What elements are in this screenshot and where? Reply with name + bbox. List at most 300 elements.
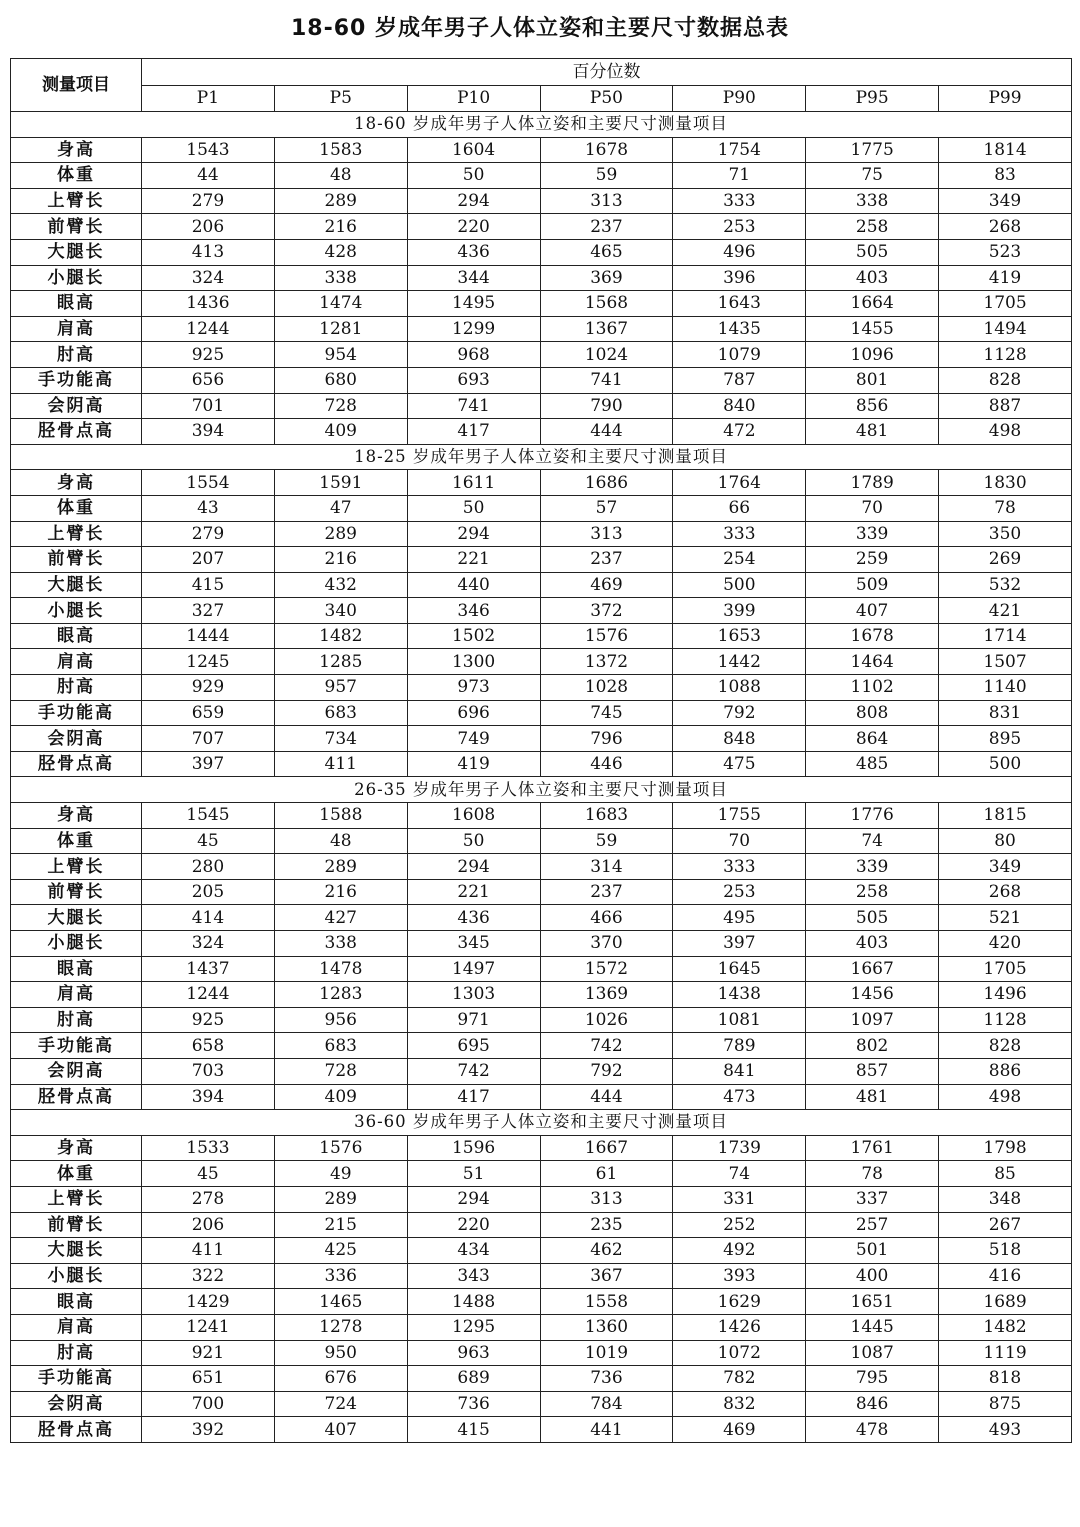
table-row	[11, 1212, 1072, 1238]
table-row	[11, 828, 1072, 854]
value-cell: 50	[407, 828, 540, 854]
value-cell: 1645	[673, 956, 806, 982]
value-cell: 45	[142, 828, 275, 854]
value-cell: 1474	[274, 291, 407, 317]
value-cell: 414	[142, 905, 275, 931]
value-cell: 403	[806, 931, 939, 957]
value-cell: 333	[673, 854, 806, 880]
value-cell: 66	[673, 495, 806, 521]
value-cell: 841	[673, 1058, 806, 1084]
value-cell: 220	[407, 1212, 540, 1238]
table-row	[11, 1033, 1072, 1059]
value-cell: 370	[540, 931, 673, 957]
value-cell: 1088	[673, 675, 806, 701]
value-cell: 498	[939, 419, 1072, 445]
row-label: 眼高	[11, 1289, 142, 1315]
value-cell: 683	[274, 1033, 407, 1059]
value-cell: 269	[939, 547, 1072, 573]
value-cell: 848	[673, 726, 806, 752]
value-cell: 70	[673, 828, 806, 854]
value-cell: 1611	[407, 470, 540, 496]
value-cell: 1245	[142, 649, 275, 675]
table-row	[11, 188, 1072, 214]
value-cell: 413	[142, 239, 275, 265]
row-label: 肩高	[11, 316, 142, 342]
value-cell: 1478	[274, 956, 407, 982]
value-cell: 1456	[806, 982, 939, 1008]
value-cell: 1442	[673, 649, 806, 675]
value-cell: 280	[142, 854, 275, 880]
percentile-header-p50: P50	[540, 85, 673, 112]
value-cell: 532	[939, 572, 1072, 598]
value-cell: 925	[142, 342, 275, 368]
value-cell: 425	[274, 1238, 407, 1264]
value-cell: 339	[806, 854, 939, 880]
value-cell: 1019	[540, 1340, 673, 1366]
row-label: 手功能高	[11, 367, 142, 393]
value-cell: 57	[540, 495, 673, 521]
value-cell: 294	[407, 188, 540, 214]
table-row	[11, 623, 1072, 649]
row-label: 上臂长	[11, 1186, 142, 1212]
value-cell: 421	[939, 598, 1072, 624]
value-cell: 1445	[806, 1314, 939, 1340]
value-cell: 336	[274, 1263, 407, 1289]
value-cell: 45	[142, 1161, 275, 1187]
percentile-header-p5: P5	[274, 85, 407, 112]
value-cell: 432	[274, 572, 407, 598]
row-label: 大腿长	[11, 572, 142, 598]
value-cell: 521	[939, 905, 1072, 931]
value-cell: 279	[142, 188, 275, 214]
value-cell: 1775	[806, 137, 939, 163]
value-cell: 1283	[274, 982, 407, 1008]
value-cell: 348	[939, 1186, 1072, 1212]
value-cell: 44	[142, 163, 275, 189]
row-label: 体重	[11, 1161, 142, 1187]
table-row	[11, 495, 1072, 521]
section-header-row	[11, 112, 1072, 138]
value-cell: 921	[142, 1340, 275, 1366]
table-row	[11, 239, 1072, 265]
value-cell: 1426	[673, 1314, 806, 1340]
table-row	[11, 854, 1072, 880]
value-cell: 1436	[142, 291, 275, 317]
value-cell: 206	[142, 1212, 275, 1238]
value-cell: 693	[407, 367, 540, 393]
value-cell: 895	[939, 726, 1072, 752]
value-cell: 444	[540, 1084, 673, 1110]
value-cell: 1576	[540, 623, 673, 649]
table-row	[11, 419, 1072, 445]
table-row	[11, 1417, 1072, 1443]
row-label: 肩高	[11, 649, 142, 675]
value-cell: 80	[939, 828, 1072, 854]
value-cell: 47	[274, 495, 407, 521]
value-cell: 523	[939, 239, 1072, 265]
row-label: 上臂长	[11, 188, 142, 214]
value-cell: 1295	[407, 1314, 540, 1340]
value-cell: 741	[407, 393, 540, 419]
percentile-header-p90: P90	[673, 85, 806, 112]
row-label: 前臂长	[11, 879, 142, 905]
table-row	[11, 700, 1072, 726]
value-cell: 221	[407, 547, 540, 573]
value-cell: 1568	[540, 291, 673, 317]
table-body	[11, 112, 1072, 1443]
value-cell: 71	[673, 163, 806, 189]
value-cell: 1764	[673, 470, 806, 496]
value-cell: 1689	[939, 1289, 1072, 1315]
value-cell: 216	[274, 879, 407, 905]
value-cell: 1678	[806, 623, 939, 649]
value-cell: 473	[673, 1084, 806, 1110]
value-cell: 1244	[142, 982, 275, 1008]
value-cell: 206	[142, 214, 275, 240]
table-row	[11, 163, 1072, 189]
value-cell: 1714	[939, 623, 1072, 649]
value-cell: 968	[407, 342, 540, 368]
table-row	[11, 367, 1072, 393]
value-cell: 1482	[939, 1314, 1072, 1340]
value-cell: 1096	[806, 342, 939, 368]
value-cell: 254	[673, 547, 806, 573]
value-cell: 1437	[142, 956, 275, 982]
value-cell: 1572	[540, 956, 673, 982]
table-row	[11, 1007, 1072, 1033]
value-cell: 728	[274, 1058, 407, 1084]
value-cell: 59	[540, 163, 673, 189]
table-row	[11, 1314, 1072, 1340]
value-cell: 1278	[274, 1314, 407, 1340]
header-row-group	[11, 59, 1072, 86]
value-cell: 703	[142, 1058, 275, 1084]
value-cell: 415	[142, 572, 275, 598]
value-cell: 1596	[407, 1135, 540, 1161]
percentile-group-header: 百分位数	[142, 59, 1072, 86]
value-cell: 1367	[540, 316, 673, 342]
value-cell: 1299	[407, 316, 540, 342]
value-cell: 393	[673, 1263, 806, 1289]
value-cell: 258	[806, 214, 939, 240]
value-cell: 83	[939, 163, 1072, 189]
value-cell: 446	[540, 751, 673, 777]
value-cell: 1776	[806, 803, 939, 829]
value-cell: 1814	[939, 137, 1072, 163]
value-cell: 1604	[407, 137, 540, 163]
value-cell: 784	[540, 1391, 673, 1417]
header-row-percentiles	[11, 85, 1072, 112]
percentile-header-p1: P1	[142, 85, 275, 112]
table-row	[11, 547, 1072, 573]
value-cell: 338	[274, 265, 407, 291]
value-cell: 48	[274, 163, 407, 189]
value-cell: 796	[540, 726, 673, 752]
table-row	[11, 598, 1072, 624]
value-cell: 367	[540, 1263, 673, 1289]
value-cell: 78	[806, 1161, 939, 1187]
row-label: 肘高	[11, 675, 142, 701]
value-cell: 1024	[540, 342, 673, 368]
value-cell: 840	[673, 393, 806, 419]
value-cell: 749	[407, 726, 540, 752]
table-row	[11, 572, 1072, 598]
value-cell: 1360	[540, 1314, 673, 1340]
row-label: 身高	[11, 803, 142, 829]
value-cell: 724	[274, 1391, 407, 1417]
value-cell: 289	[274, 188, 407, 214]
value-cell: 1026	[540, 1007, 673, 1033]
value-cell: 411	[274, 751, 407, 777]
value-cell: 48	[274, 828, 407, 854]
value-cell: 1558	[540, 1289, 673, 1315]
value-cell: 267	[939, 1212, 1072, 1238]
value-cell: 313	[540, 521, 673, 547]
value-cell: 707	[142, 726, 275, 752]
value-cell: 1438	[673, 982, 806, 1008]
value-cell: 478	[806, 1417, 939, 1443]
value-cell: 465	[540, 239, 673, 265]
value-cell: 43	[142, 495, 275, 521]
value-cell: 1028	[540, 675, 673, 701]
table-row	[11, 905, 1072, 931]
value-cell: 409	[274, 1084, 407, 1110]
value-cell: 1608	[407, 803, 540, 829]
value-cell: 792	[673, 700, 806, 726]
value-cell: 1798	[939, 1135, 1072, 1161]
value-cell: 736	[407, 1391, 540, 1417]
value-cell: 500	[939, 751, 1072, 777]
table-header	[11, 59, 1072, 112]
value-cell: 337	[806, 1186, 939, 1212]
value-cell: 1444	[142, 623, 275, 649]
value-cell: 1678	[540, 137, 673, 163]
value-cell: 1629	[673, 1289, 806, 1315]
value-cell: 683	[274, 700, 407, 726]
value-cell: 253	[673, 879, 806, 905]
value-cell: 257	[806, 1212, 939, 1238]
value-cell: 818	[939, 1366, 1072, 1392]
value-cell: 1533	[142, 1135, 275, 1161]
percentile-header-p10: P10	[407, 85, 540, 112]
value-cell: 656	[142, 367, 275, 393]
table-row	[11, 1366, 1072, 1392]
value-cell: 887	[939, 393, 1072, 419]
section-title: 18-25 岁成年男子人体立姿和主要尺寸测量项目	[11, 444, 1072, 470]
value-cell: 205	[142, 879, 275, 905]
value-cell: 745	[540, 700, 673, 726]
value-cell: 416	[939, 1263, 1072, 1289]
table-row	[11, 982, 1072, 1008]
value-cell: 1482	[274, 623, 407, 649]
value-cell: 1455	[806, 316, 939, 342]
table-row	[11, 1084, 1072, 1110]
value-cell: 956	[274, 1007, 407, 1033]
value-cell: 50	[407, 163, 540, 189]
value-cell: 268	[939, 879, 1072, 905]
value-cell: 742	[407, 1058, 540, 1084]
table-row	[11, 931, 1072, 957]
value-cell: 220	[407, 214, 540, 240]
value-cell: 1653	[673, 623, 806, 649]
value-cell: 1502	[407, 623, 540, 649]
value-cell: 1429	[142, 1289, 275, 1315]
value-cell: 832	[673, 1391, 806, 1417]
value-cell: 971	[407, 1007, 540, 1033]
value-cell: 279	[142, 521, 275, 547]
value-cell: 59	[540, 828, 673, 854]
value-cell: 313	[540, 1186, 673, 1212]
value-cell: 444	[540, 419, 673, 445]
value-cell: 313	[540, 188, 673, 214]
table-row	[11, 1186, 1072, 1212]
value-cell: 1119	[939, 1340, 1072, 1366]
row-label: 会阴高	[11, 393, 142, 419]
row-label: 肘高	[11, 1007, 142, 1033]
value-cell: 1789	[806, 470, 939, 496]
value-cell: 61	[540, 1161, 673, 1187]
value-cell: 659	[142, 700, 275, 726]
row-label: 胫骨点高	[11, 751, 142, 777]
value-cell: 1667	[540, 1135, 673, 1161]
row-label: 大腿长	[11, 239, 142, 265]
value-cell: 74	[673, 1161, 806, 1187]
value-cell: 340	[274, 598, 407, 624]
row-label: 胫骨点高	[11, 1417, 142, 1443]
value-cell: 1739	[673, 1135, 806, 1161]
value-cell: 434	[407, 1238, 540, 1264]
row-label: 体重	[11, 495, 142, 521]
value-cell: 1079	[673, 342, 806, 368]
value-cell: 78	[939, 495, 1072, 521]
row-label: 会阴高	[11, 1058, 142, 1084]
value-cell: 505	[806, 239, 939, 265]
value-cell: 741	[540, 367, 673, 393]
value-cell: 925	[142, 1007, 275, 1033]
value-cell: 1651	[806, 1289, 939, 1315]
table-row	[11, 470, 1072, 496]
value-cell: 518	[939, 1238, 1072, 1264]
table-row	[11, 726, 1072, 752]
value-cell: 396	[673, 265, 806, 291]
value-cell: 419	[939, 265, 1072, 291]
value-cell: 372	[540, 598, 673, 624]
value-cell: 1464	[806, 649, 939, 675]
value-cell: 695	[407, 1033, 540, 1059]
table-row	[11, 1058, 1072, 1084]
table-row	[11, 214, 1072, 240]
value-cell: 1241	[142, 1314, 275, 1340]
value-cell: 1435	[673, 316, 806, 342]
value-cell: 1705	[939, 956, 1072, 982]
value-cell: 701	[142, 393, 275, 419]
section-title: 18-60 岁成年男子人体立姿和主要尺寸测量项目	[11, 112, 1072, 138]
value-cell: 1372	[540, 649, 673, 675]
value-cell: 492	[673, 1238, 806, 1264]
row-label: 小腿长	[11, 1263, 142, 1289]
value-cell: 509	[806, 572, 939, 598]
value-cell: 1140	[939, 675, 1072, 701]
value-cell: 831	[939, 700, 1072, 726]
value-cell: 1497	[407, 956, 540, 982]
value-cell: 403	[806, 265, 939, 291]
value-cell: 338	[806, 188, 939, 214]
value-cell: 400	[806, 1263, 939, 1289]
value-cell: 466	[540, 905, 673, 931]
value-cell: 415	[407, 1417, 540, 1443]
row-label: 前臂长	[11, 1212, 142, 1238]
value-cell: 1128	[939, 1007, 1072, 1033]
value-cell: 954	[274, 342, 407, 368]
value-cell: 440	[407, 572, 540, 598]
row-label: 身高	[11, 137, 142, 163]
row-label: 肘高	[11, 1340, 142, 1366]
value-cell: 1815	[939, 803, 1072, 829]
value-cell: 294	[407, 854, 540, 880]
value-cell: 787	[673, 367, 806, 393]
value-cell: 1072	[673, 1340, 806, 1366]
row-label: 小腿长	[11, 598, 142, 624]
row-label: 胫骨点高	[11, 419, 142, 445]
value-cell: 399	[673, 598, 806, 624]
value-cell: 420	[939, 931, 1072, 957]
row-label: 胫骨点高	[11, 1084, 142, 1110]
section-header-row	[11, 444, 1072, 470]
value-cell: 50	[407, 495, 540, 521]
table-row	[11, 1263, 1072, 1289]
value-cell: 75	[806, 163, 939, 189]
measurement-table	[10, 58, 1072, 1443]
value-cell: 394	[142, 419, 275, 445]
section-header-row	[11, 1110, 1072, 1136]
table-row	[11, 265, 1072, 291]
value-cell: 428	[274, 239, 407, 265]
table-row	[11, 751, 1072, 777]
value-cell: 1554	[142, 470, 275, 496]
value-cell: 216	[274, 214, 407, 240]
value-cell: 259	[806, 547, 939, 573]
value-cell: 1281	[274, 316, 407, 342]
value-cell: 728	[274, 393, 407, 419]
value-cell: 1588	[274, 803, 407, 829]
value-cell: 469	[540, 572, 673, 598]
value-cell: 857	[806, 1058, 939, 1084]
value-cell: 294	[407, 1186, 540, 1212]
value-cell: 215	[274, 1212, 407, 1238]
row-label: 眼高	[11, 623, 142, 649]
row-label: 肩高	[11, 1314, 142, 1340]
value-cell: 407	[806, 598, 939, 624]
value-cell: 1303	[407, 982, 540, 1008]
value-cell: 505	[806, 905, 939, 931]
value-cell: 369	[540, 265, 673, 291]
table-row	[11, 1161, 1072, 1187]
value-cell: 651	[142, 1366, 275, 1392]
value-cell: 294	[407, 521, 540, 547]
value-cell: 801	[806, 367, 939, 393]
page-title: 18-60 岁成年男子人体立姿和主要尺寸数据总表	[290, 16, 790, 41]
value-cell: 411	[142, 1238, 275, 1264]
row-label: 手功能高	[11, 700, 142, 726]
value-cell: 808	[806, 700, 939, 726]
row-label: 身高	[11, 1135, 142, 1161]
value-cell: 795	[806, 1366, 939, 1392]
value-cell: 1591	[274, 470, 407, 496]
value-cell: 493	[939, 1417, 1072, 1443]
row-label: 大腿长	[11, 1238, 142, 1264]
value-cell: 331	[673, 1186, 806, 1212]
value-cell: 1583	[274, 137, 407, 163]
